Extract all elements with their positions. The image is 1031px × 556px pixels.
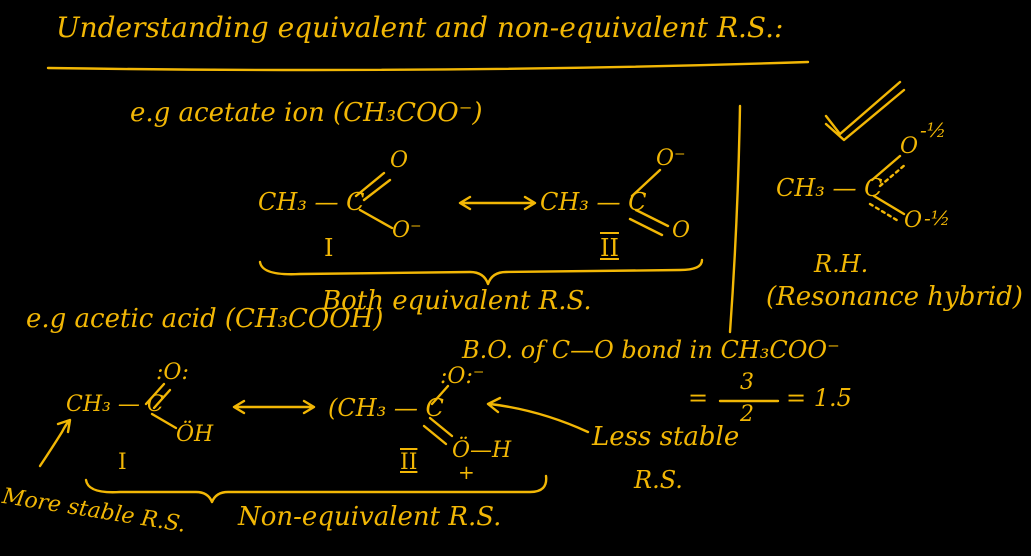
title-underline [48, 62, 808, 70]
acetic-resonance-arrow [234, 401, 314, 413]
acetic-label: e.g acetic acid (CH₃COOH) [26, 304, 384, 334]
less-stable-rs-label: R.S. [634, 466, 683, 494]
bond-order-denominator: 2 [740, 402, 754, 427]
hybrid-oxygen-top: O [900, 134, 919, 159]
acetate-s2-numeral: II [600, 234, 619, 262]
hybrid-bond-bottom-dashed [870, 204, 900, 222]
acetic-s2-plus: + [458, 460, 475, 484]
acetate-brace [260, 260, 702, 284]
hybrid-formula: CH₃ — C [776, 174, 883, 202]
acetic-s2-oxygen-top: :O:⁻ [440, 364, 485, 389]
hybrid-oxygen-top-charge: -½ [920, 118, 947, 142]
more-stable-arrow [40, 420, 70, 466]
acetic-s2-numeral: II [400, 450, 418, 475]
check-mark [826, 82, 904, 140]
acetic-s1-oxygen-top: :O: [156, 360, 189, 385]
less-stable-label: Less stable [592, 422, 740, 452]
acetate-brace-caption: Both equivalent R.S. [322, 286, 592, 316]
less-stable-arrow [488, 398, 588, 432]
acetate-s2-formula: CH₃ — C [540, 188, 647, 216]
hybrid-oxygen-bottom-charge: -½ [924, 206, 951, 230]
acetic-s1-hydroxyl: ÖH [176, 422, 214, 447]
acetate-s1-single-bond [360, 210, 392, 228]
acetate-label: e.g acetate ion (CH₃COO⁻) [130, 98, 483, 128]
hybrid-label-full: (Resonance hybrid) [766, 282, 1023, 312]
acetic-s1-numeral: I [118, 450, 127, 475]
acetic-s1-formula: CH₃ — C [66, 392, 164, 417]
acetate-s2-oxygen-bottom: O [672, 218, 691, 243]
acetate-s1-double-bond-2 [364, 180, 390, 200]
hybrid-label-abbr: R.H. [814, 250, 869, 278]
page-title: Understanding equivalent and non-equivalent R.S.: [56, 11, 784, 44]
acetate-s1-oxygen-bottom: O⁻ [392, 218, 422, 243]
acetic-s2-formula: (CH₃ — C [328, 394, 444, 422]
bond-order-line: B.O. of C—O bond in CH₃COO⁻ [462, 336, 840, 364]
acetic-s2-hydroxyl: Ö—H [452, 438, 512, 463]
hybrid-bond-top-dashed [880, 164, 906, 186]
acetic-brace [86, 476, 546, 502]
divider-line [730, 106, 740, 332]
acetate-resonance-arrow [460, 197, 535, 209]
acetate-s1-formula: CH₃ — C [258, 188, 365, 216]
more-stable-label: More stable R.S. [0, 484, 188, 538]
acetate-s1-oxygen-top: O [390, 148, 409, 173]
hybrid-oxygen-bottom: O [904, 208, 923, 233]
acetate-s2-oxygen-top: O⁻ [656, 146, 686, 171]
bond-order-numerator: 3 [740, 370, 754, 395]
acetic-brace-caption: Non-equivalent R.S. [238, 502, 502, 532]
acetate-s1-numeral: I [324, 234, 334, 262]
bond-order-equals: = [688, 384, 709, 412]
bond-order-result: = 1.5 [786, 384, 852, 412]
